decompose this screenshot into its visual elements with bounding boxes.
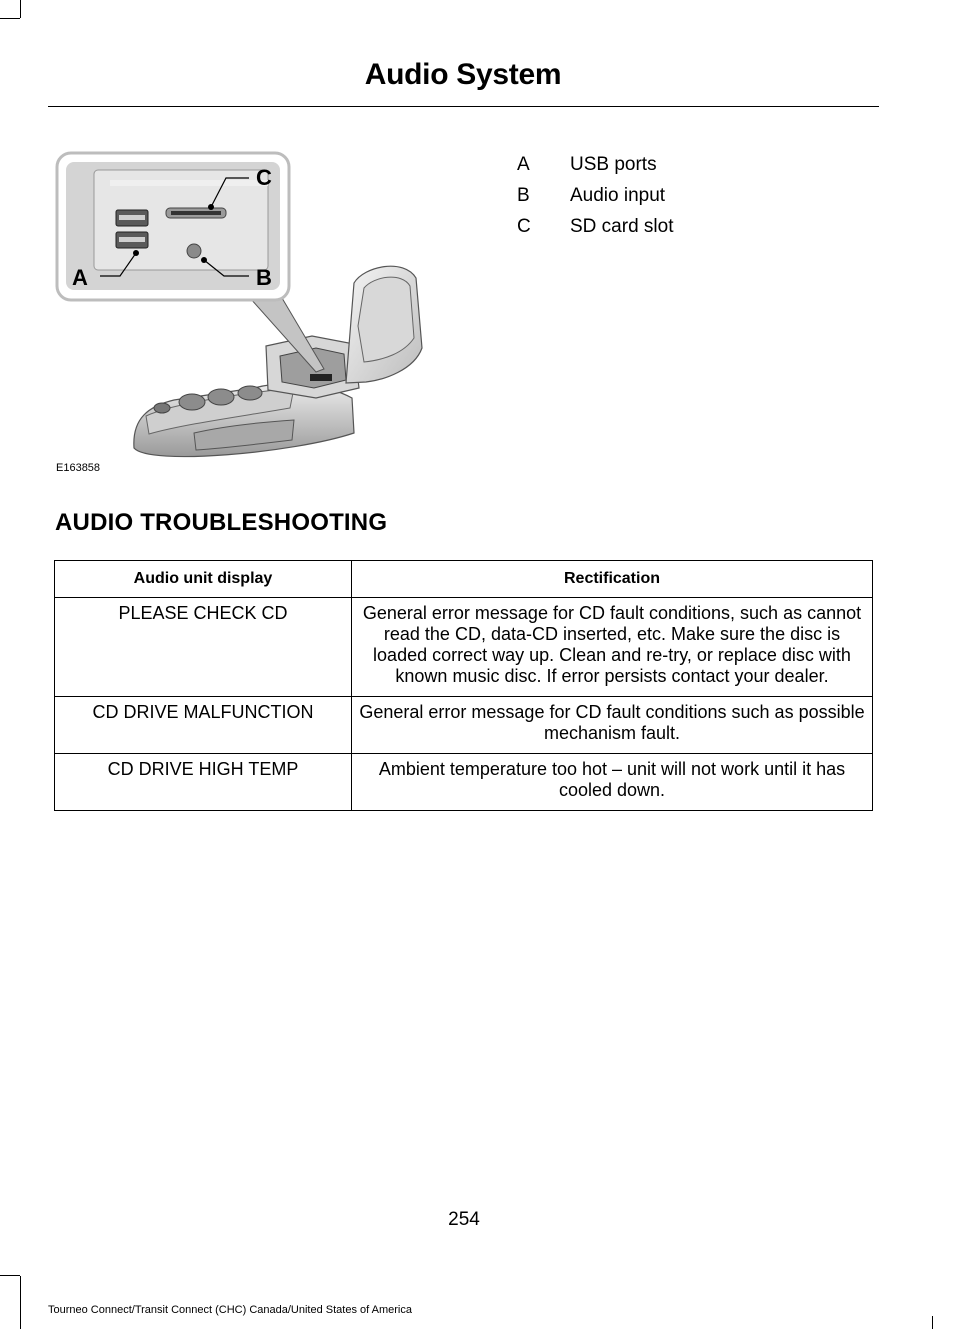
figure-code: E163858 (56, 462, 101, 474)
crop-mark (932, 1316, 933, 1329)
header-rule (48, 106, 879, 107)
column-header: Rectification (352, 561, 873, 598)
table-row (55, 697, 873, 754)
rectification: General error message for CD fault conditions such as possible mechanism fault. (352, 697, 873, 754)
callout-b: B (256, 265, 272, 290)
rectification: General error message for CD fault conditions, such as cannot read the CD, data-CD inserted, etc. Make sure the disc is loaded correct way up. Clean and re-try, or replace disc with known music disc. If error persists contact your dealer. (352, 598, 873, 697)
table-row (55, 754, 873, 811)
crop-mark (20, 0, 21, 18)
troubleshooting-table (54, 560, 873, 811)
console-illustration (54, 148, 434, 478)
page-number: 254 (448, 1209, 480, 1230)
legend-key: B (517, 185, 530, 206)
legend-key: A (517, 154, 530, 175)
rectification: Ambient temperature too hot – unit will not work until it has cooled down. (352, 754, 873, 811)
callout-c: C (256, 165, 272, 190)
display-message: CD DRIVE HIGH TEMP (55, 754, 352, 811)
column-header: Audio unit display (55, 561, 352, 598)
crop-mark (0, 1275, 20, 1276)
legend-label: Audio input (570, 185, 666, 206)
display-message: PLEASE CHECK CD (55, 598, 352, 697)
display-message: CD DRIVE MALFUNCTION (55, 697, 352, 754)
legend-label: USB ports (570, 154, 657, 175)
crop-mark (0, 18, 20, 19)
publication-footer: Tourneo Connect/Transit Connect (CHC) Canada/United States of America (48, 1304, 412, 1316)
table-header-row (55, 561, 873, 598)
legend-label: SD card slot (570, 216, 674, 237)
legend-key: C (517, 216, 531, 237)
crop-mark (20, 1276, 21, 1329)
console-figure (54, 148, 434, 478)
section-heading: AUDIO TROUBLESHOOTING (55, 509, 388, 536)
page-title: Audio System (364, 58, 562, 91)
callout-a: A (72, 265, 88, 290)
table-row (55, 598, 873, 697)
